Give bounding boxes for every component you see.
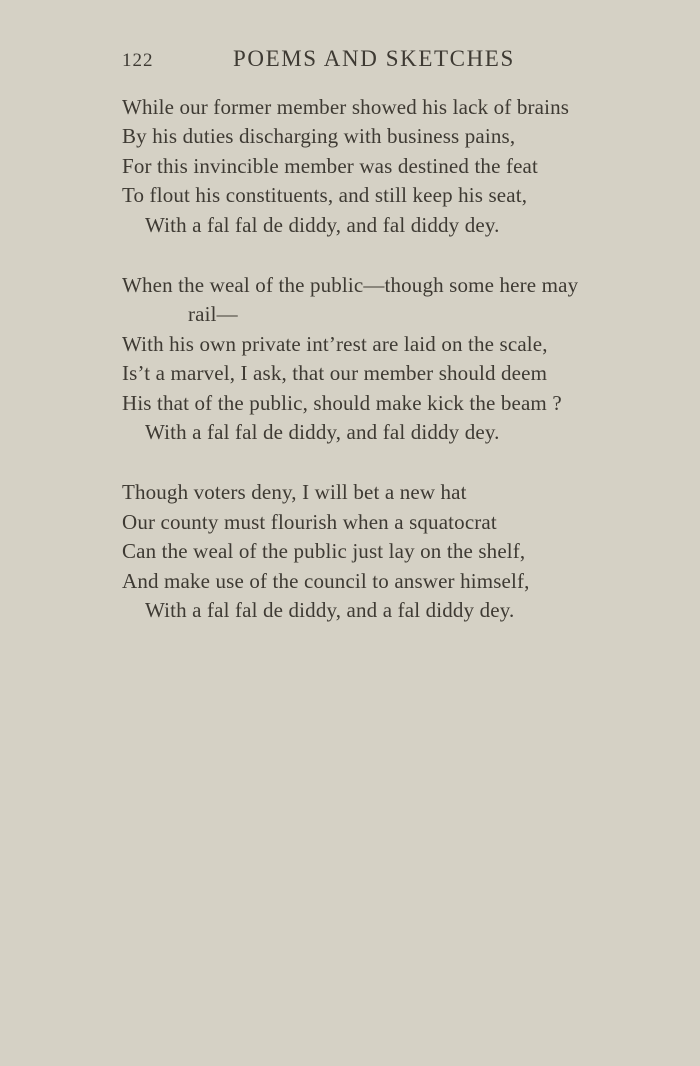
poem-line: And make use of the council to answer himself, [122, 568, 530, 593]
running-title: POEMS AND SKETCHES [233, 46, 515, 71]
poem-line: Is’t a marvel, I ask, that our member should deem [122, 361, 548, 386]
poem-line: While our former member showed his lack of brains [122, 95, 570, 119]
poem-line-turnover: rail— [188, 302, 238, 327]
poem-line: With his own private int’rest are laid on the scale, [122, 331, 548, 356]
poem-line: Can the weal of the public just lay on the shelf, [122, 539, 526, 564]
poem-line: For this invincible member was destined the feat [122, 153, 539, 178]
page-header [122, 46, 642, 76]
poem-line: Though voters deny, I will bet a new hat [122, 480, 467, 505]
stanza-3 [122, 478, 662, 625]
refrain-line: With a fal fal de diddy, and fal diddy dey. [145, 212, 500, 237]
poem [122, 93, 662, 657]
poem-line: His that of the public, should make kick the beam ? [122, 390, 562, 415]
refrain-line: With a fal fal de diddy, and fal diddy dey. [145, 420, 500, 445]
poem-line: By his duties discharging with business pains, [122, 124, 516, 149]
page-number: 122 [122, 50, 154, 71]
poem-line: To flout his constituents, and still keep his seat, [122, 183, 528, 208]
stanza-1 [122, 93, 662, 240]
stanza-2 [122, 271, 662, 447]
poem-line: Our county must flourish when a squatocrat [122, 509, 497, 534]
poem-line: When the weal of the public—though some here may [122, 273, 579, 298]
refrain-line: With a fal fal de diddy, and a fal diddy dey. [145, 598, 515, 623]
